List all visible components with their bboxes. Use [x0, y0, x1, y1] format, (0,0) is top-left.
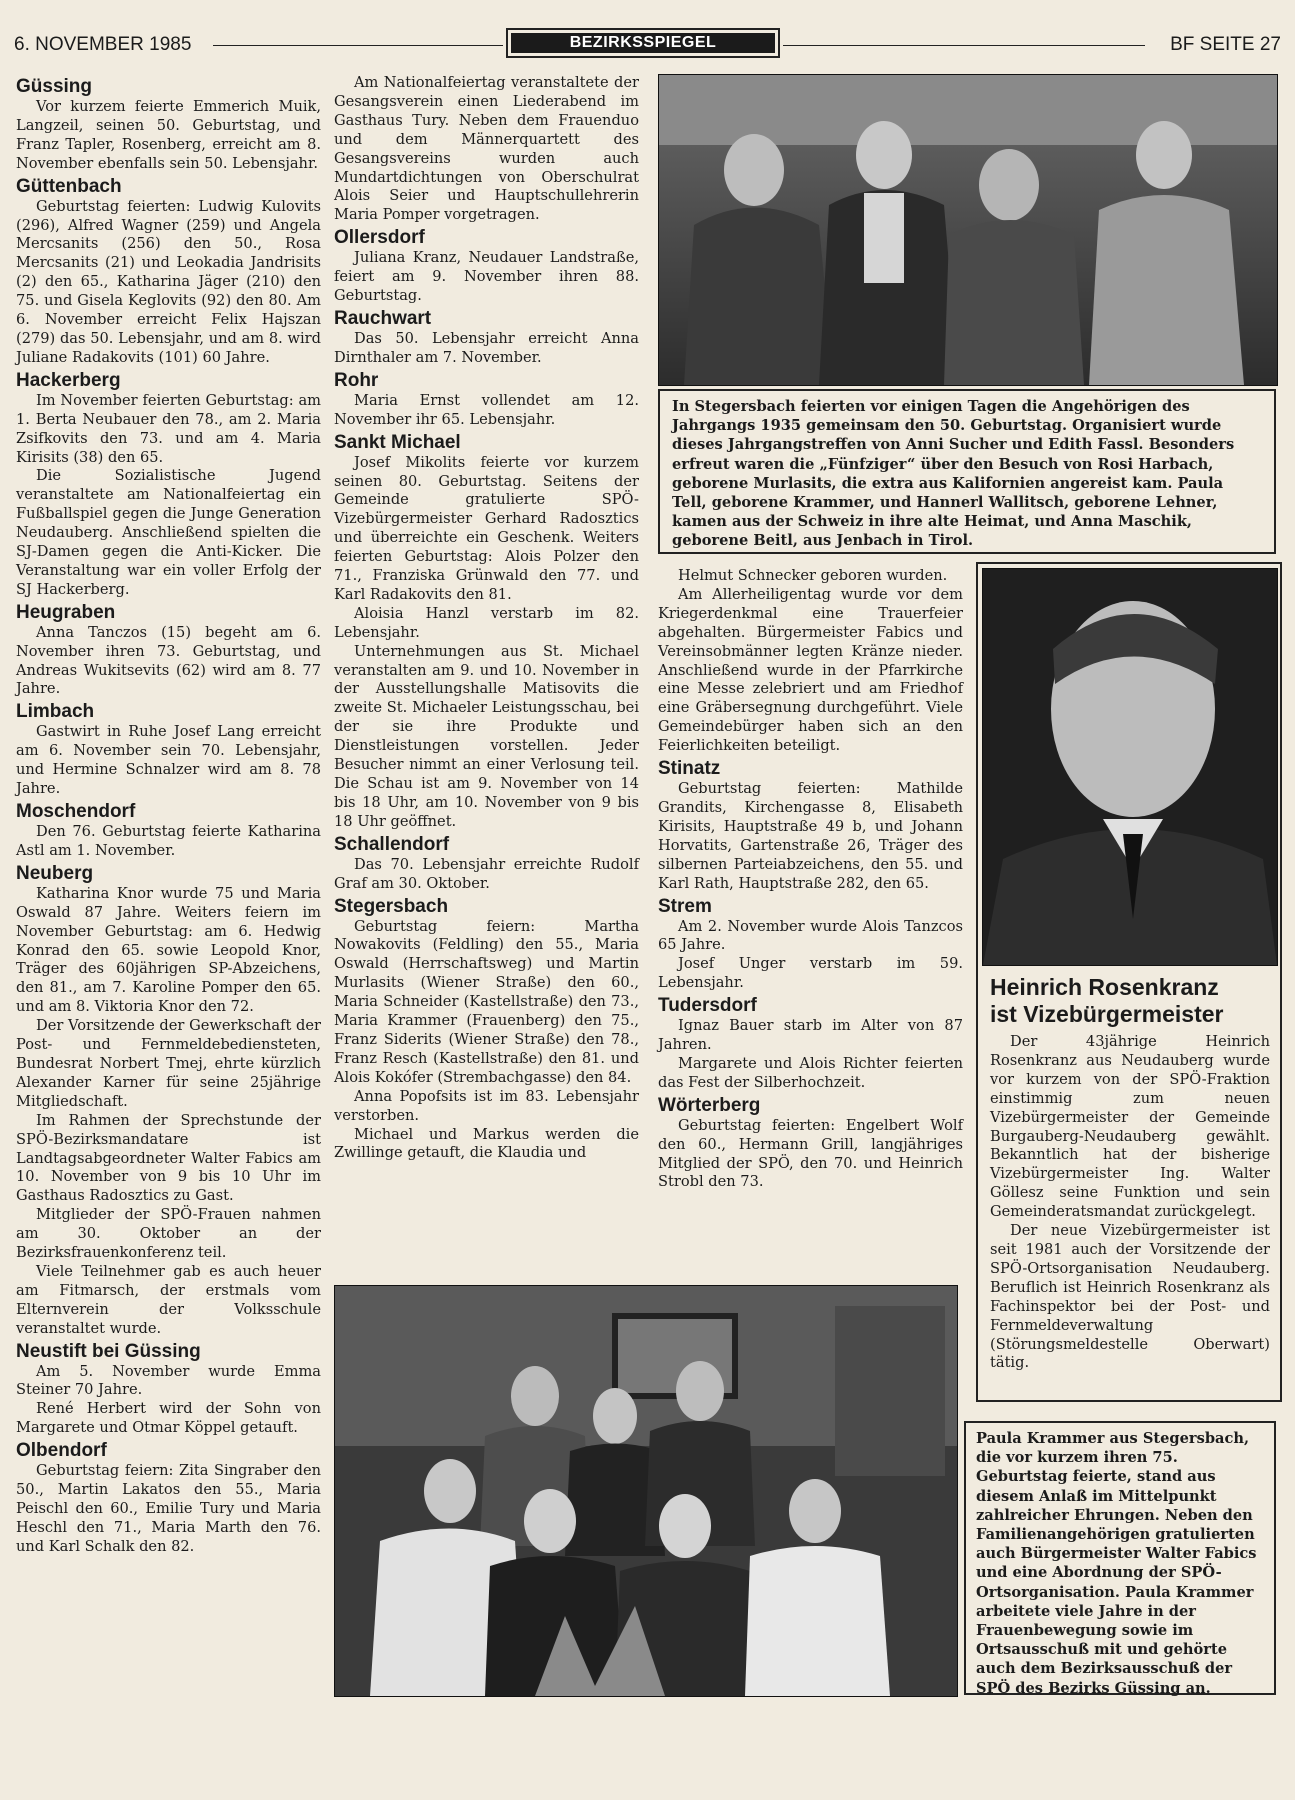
paragraph: Vor kurzem feierte Emmerich Muik, Langzeil, seinen 50. Geburtstag, und Franz Tapler, Rosenberg, erreicht am 8. November ebenfalls sein 50. Lebensjahr. [16, 98, 321, 172]
section-heading: Stegersbach [334, 895, 449, 917]
paragraph: Am 2. November wurde Alois Tanzcos 65 Jahre. [658, 917, 963, 954]
paragraph: Geburtstag feiern: Zita Singraber den 50., Martin Lakatos den 55., Maria Peischl den 60., Emilie Tury und Maria Heschl den 71., Maria Marth den 76. und Karl Schalk den 82. [16, 1462, 321, 1555]
header-rule-right [783, 45, 1145, 46]
paragraph: Gastwirt in Ruhe Josef Lang erreicht am 6. November sein 70. Lebensjahr, und Hermine Schnalzer wird am 8. 78 Jahre. [16, 723, 321, 798]
header-rule-left [213, 45, 503, 46]
section-heading: Rohr [334, 369, 379, 391]
paragraph: Geburtstag feierten: Ludwig Kulovits (296), Alfred Wagner (259) und Angela Mercsanits (256) den 50., Rosa Mercsanits (21) und Leokadia Jandrisits (2) den 65., Katharina Jäger (210) den 75. und Gisela Keglovits (92) den 80. Am 6. November erreicht Felix Hajszan (279) das 50. Lebensjahr, und am 8. wird Juliane Radakovits (101) 60 Jahre. [16, 197, 321, 366]
paragraph: René Herbert wird der Sohn von Margarete und Otmar Köppel getauft. [16, 1400, 321, 1437]
paragraph: Am Nationalfeiertag veranstaltete der Gesangsverein einen Liederabend im Gasthaus Tury. Neben dem Frauenduo und dem Männerquartett des Gesangsvereins wurden auch Mundartdichtungen von Oberschulrat Alois Seier und Hauptschullehrerin Maria Pomper vorgetragen. [334, 74, 639, 224]
section-heading: Rauchwart [334, 307, 432, 329]
section-heading: Strem [658, 895, 712, 917]
paragraph: Mitglieder der SPÖ-Frauen nahmen am 30. Oktober an der Bezirksfrauenkonferenz teil. [16, 1206, 321, 1262]
paragraph: Helmut Schnecker geboren wurden. [678, 567, 948, 584]
paragraph: Aloisia Hanzl verstarb im 82. Lebensjahr. [334, 604, 639, 641]
section-banner [506, 28, 780, 58]
section-heading: Wörterberg [658, 1094, 761, 1116]
paragraph: Der 43jährige Heinrich Rosenkranz aus Neudauberg wurde vor kurzem von der SPÖ-Fraktion einstimmig zum neuen Vizebürgermeister der Gemeinde Burgauberg-Neudauberg gewählt. Bekanntlich hat der bisherige Vizebürgermeister Ing. Walter Göllesz seine Funktion und sein Gemeinderatsmandat zurückgelegt. [990, 1033, 1270, 1221]
paragraph: Josef Unger verstarb im 59. Lebensjahr. [658, 955, 963, 992]
paragraph: Josef Mikolits feierte vor kurzem seinen 80. Geburtstag. Seitens der Gemeinde gratulierte SPÖ-Vizebürgermeister Gerhard Radosztics und überreichte ein Geschenk. Weiters feierten Geburtstag: Alois Polzer den 71., Franziska Grünwald den 77. und Karl Radakovits den 81. [334, 453, 639, 603]
page-number: BF SEITE 27 [1170, 34, 1281, 55]
paragraph: Im Rahmen der Sprechstunde der SPÖ-Bezirksmandatare ist Landtagsabgeordneter Walter Fabics am 10. November von 9 bis 10 Uhr im Gasthaus Radosztics zu Gast. [16, 1111, 321, 1205]
paragraph: Anna Popofsits ist im 83. Lebensjahr verstorben. [334, 1087, 639, 1124]
section-heading: Moschendorf [16, 801, 136, 822]
section-heading: Olbendorf [16, 1440, 107, 1462]
section-heading: Heugraben [16, 601, 116, 623]
column-1 [16, 74, 321, 1557]
paragraph: Geburtstag feierten: Mathilde Grandits, Kirchengasse 8, Elisabeth Kirisits, Hauptstraße 49 b, und Johann Horvatits, Gartenstraße 26, Träger des silbernen Parteiabzeichens, den 55. und Karl Rath, Hauptstraße 282, den 65. [658, 780, 963, 892]
section-heading: Güttenbach [16, 175, 122, 197]
paragraph: Im November feierten Geburtstag: am 1. Berta Neubauer den 78., am 2. Maria Zsifkovits den 73. und am 4. Maria Kirisits (38) den 65. [16, 391, 321, 466]
section-heading: Limbach [16, 701, 95, 723]
section-heading: Ollersdorf [334, 227, 425, 249]
paragraph: Die Sozialistische Jugend veranstaltete am Nationalfeiertag ein Fußballspiel gegen die Junge Generation Neudauberg. Anschließend spielten die SJ-Damen gegen die Anti-Kicker. Die Veranstaltung war ein voller Erfolg der SJ Hackerberg. [16, 467, 321, 598]
photo-women-illustration [659, 75, 1277, 385]
paragraph: Anna Tanczos (15) begeht am 6. November ihren 73. Geburtstag, und Andreas Wukitsevits (62) wird am 8. 77 Jahre. [16, 623, 321, 698]
section-title: BEZIRKSSPIEGEL [511, 33, 775, 53]
issue-date: 6. NOVEMBER 1985 [14, 34, 192, 55]
paragraph: Geburtstag feiern: Martha Nowakovits (Feldling) den 55., Maria Oswald (Herrschaftsweg) und Martin Murlasits (Wiener Straße) den 60., Maria Schneider (Kastellstraße) den 73., Maria Krammer (Frauenberg) den 75., Franz Siderits (Wiener Straße) den 78., Franz Resch (Kastellstraße) den 81. und Alois Kokófer (Strembachgasse) den 84. [334, 917, 639, 1086]
paragraph: Geburtstag feierten: Engelbert Wolf den 60., Hermann Grill, langjähriges Mitglied der SPÖ, den 70. und Heinrich Strobl den 73. [658, 1116, 963, 1191]
paragraph: Am Allerheiligentag wurde vor dem Kriegerdenkmal eine Trauerfeier abgehalten. Bürgermeister Fabics und Vereinsobmänner legten Kränze nieder. Anschließend wurde in der Pfarrkirche eine Messe zelebriert und am Friedhof eine Gräbersegnung durchgeführt. Viele Gemeindebürger haben sich an den Feierlichkeiten beteiligt. [658, 585, 963, 755]
paragraph: Das 70. Lebensjahr erreichte Rudolf Graf am 30. Oktober. [334, 855, 639, 892]
rosenkranz-headline-1: Heinrich Rosenkranz [990, 974, 1219, 1000]
section-heading: Neustift bei Güssing [16, 1340, 201, 1362]
paragraph: Der neue Vizebürgermeister ist seit 1981 auch der Vorsitzende der SPÖ-Ortsorganisation Neudauberg. Beruflich ist Heinrich Rosenkranz als Fachinspektor bei der Post- und Fernmeldeverwaltung (Störungsmeldestelle Oberwart) tätig. [990, 1222, 1270, 1372]
section-heading: Schallendorf [334, 833, 450, 855]
group-photo-jahrgang-1935 [658, 74, 1278, 386]
section-heading: Sankt Michael [334, 431, 461, 453]
column-2 [334, 74, 639, 1163]
column-3 [658, 567, 963, 1192]
paragraph: Unternehmungen aus St. Michael veranstalten am 9. und 10. November in der Ausstellungshalle Matisovits die zweite St. Michaeler Leistungsschau, bei der sie ihre Produkte und Dienstleistungen vorstellen. Jeder Besucher nimmt an einer Verlosung teil. Die Schau ist am 9. November von 14 bis 18 Uhr, am 10. November von 9 bis 18 Uhr geöffnet. [334, 642, 639, 830]
section-heading: Hackerberg [16, 369, 121, 391]
rosenkranz-article-body [990, 1033, 1270, 1373]
paragraph: Das 50. Lebensjahr erreicht Anna Dirnthaler am 7. November. [334, 329, 639, 366]
section-heading: Neuberg [16, 862, 94, 884]
paragraph: Maria Ernst vollendet am 12. November ihr 65. Lebensjahr. [334, 391, 639, 428]
paragraph: Juliana Kranz, Neudauer Landstraße, feiert am 9. November ihren 88. Geburtstag. [334, 249, 639, 305]
rosenkranz-headline-2: ist Vizebürgermeister [990, 1001, 1224, 1027]
caption-paula-krammer: Paula Krammer aus Stegersbach, die vor kurzem ihren 75. Geburtstag feierte, stand aus diesem Anlaß im Mittelpunkt zahlreicher Ehrungen. Neben den Familienangehörigen gratulierten auch Bürgermeister Walter Fabics und eine Abordnung der SPÖ-Ortsorganisation. Paula Krammer arbeitete viele Jahre in der Frauenbewegung sowie im Ortsausschuß mit und gehörte auch dem Bezirksausschuß der SPÖ des Bezirks Güssing an. [964, 1421, 1276, 1695]
section-heading: Güssing [16, 76, 93, 97]
paragraph: Ignaz Bauer starb im Alter von 87 Jahren. [658, 1017, 963, 1054]
caption-jahrgang-1935: In Stegersbach feierten vor einigen Tagen die Angehörigen des Jahrgangs 1935 gemeinsam den 50. Geburtstag. Organisiert wurde dieses Jahrgangstreffen von Anni Sucher und Edith Fassl. Besonders erfreut waren die „Fünfziger“ über den Besuch von Rosi Harbach, geborene Murlasits, die extra aus Kalifornien angereist kam. Paula Tell, geborene Krammer, und Hannerl Wallitsch, geborene Lehner, kamen aus der Schweiz in ihre alte Heimat, und Anna Maschik, geborene Beitl, aus Jenbach in Tirol. [658, 389, 1276, 554]
paragraph: Am 5. November wurde Emma Steiner 70 Jahre. [16, 1362, 321, 1399]
paragraph: Viele Teilnehmer gab es auch heuer am Fitmarsch, der erstmals vom Elternverein der Volksschule veranstaltet wurde. [16, 1262, 321, 1337]
paragraph: Michael und Markus werden die Zwillinge getauft, die Klaudia und [334, 1125, 639, 1162]
paragraph: Den 76. Geburtstag feierte Katharina Astl am 1. November. [16, 823, 321, 859]
photo-family-illustration [335, 1286, 957, 1696]
section-heading: Stinatz [658, 758, 721, 780]
section-heading: Tudersdorf [658, 995, 757, 1017]
paragraph: Margarete und Alois Richter feierten das Fest der Silberhochzeit. [658, 1054, 963, 1091]
paragraph: Der Vorsitzende der Gewerkschaft der Post- und Fernmeldebediensteten, Bundesrat Norbert Tmej, ehrte kürzlich Alexander Karner für seine 25jährige Mitgliedschaft. [16, 1017, 321, 1110]
paragraph: Katharina Knor wurde 75 und Maria Oswald 87 Jahre. Weiters feiern im November Geburtstag: am 6. Hedwig Konrad den 65. sowie Leopold Knor, Träger des 60jährigen SP-Abzeichens, den 81., am 7. Karoline Pomper den 65. und am 8. Viktoria Knor den 72. [16, 884, 321, 1016]
group-photo-paula-krammer [334, 1285, 958, 1697]
